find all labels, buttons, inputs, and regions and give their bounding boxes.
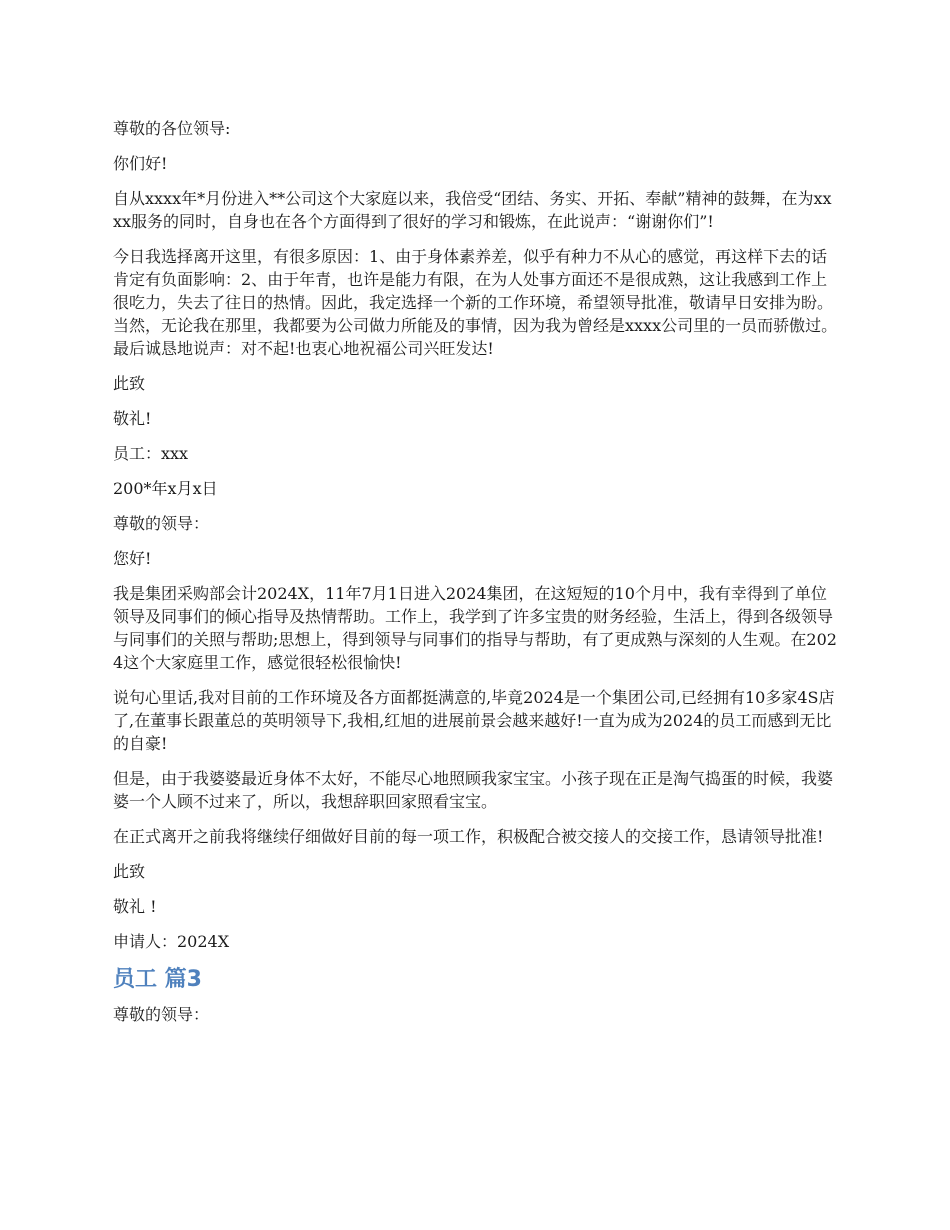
paragraph-closing-4: 敬礼 ! [113, 897, 157, 916]
paragraph-closing-3: 此致 [113, 862, 146, 881]
paragraph-closing-1: 此致 [113, 374, 146, 393]
paragraph-closing-2: 敬礼! [113, 409, 152, 428]
paragraph-body-5: 但是，由于我婆婆最近身体不太好，不能尽心地照顾我家宝宝。小孩子现在正是淘气捣蛋的时候，我婆婆一个人顾不过来了，所以，我想辞职回家照看宝宝。 [113, 769, 834, 811]
paragraph-greeting-1: 你们好! [113, 154, 168, 173]
paragraph-applicant: 申请人：2024X [113, 932, 230, 951]
paragraph-salutation-3: 尊敬的领导： [113, 1005, 210, 1024]
paragraph-body-4: 说句心里话,我对目前的工作环境及各方面都挺满意的,毕竟2024是一个集团公司,已经拥有10多家4S店了,在董事长跟董总的英明领导下,我相,红旭的进展前景会越来越好!一直为成为2024的员工而感到无比的自豪! [113, 688, 835, 753]
paragraph-body-1: 自从xxxx年*月份进入**公司这个大家庭以来，我倍受“团结、务实、开拓、奉献”精神的鼓舞，在为xxxx服务的同时，自身也在各个方面得到了很好的学习和锻炼，在此说声：“谢谢你们”! [113, 189, 832, 231]
paragraph-greeting-2: 您好! [113, 549, 152, 568]
paragraph-date: 200*年x月x日 [113, 479, 218, 498]
paragraph-salutation-2: 尊敬的领导： [113, 514, 210, 533]
paragraph-salutation-1: 尊敬的各位领导: [113, 119, 231, 138]
paragraph-body-2: 今日我选择离开这里，有很多原因：1、由于身体素养差，似乎有种力不从心的感觉，再这样下去的话肯定有负面影响：2、由于年青，也许是能力有限，在为人处事方面还不是很成熟，这让我感到工作上很吃力，失去了往日的热情。因此，我定选择一个新的工作环境，希望领导批准，敬请早日安排为盼。 当然，无论我在那里，我都要为公司做力所能及的事情，因为我为曾经是xxxx公司里的一员而骄傲过。最后诚恳地说声：对不起!也衷心地祝福公司兴旺发达! [113, 247, 838, 358]
paragraph-signature: 员工：xxx [113, 444, 189, 463]
paragraph-body-6: 在正式离开之前我将继续仔细做好目前的每一项工作，积极配合被交接人的交接工作，恳请领导批准! [113, 827, 824, 846]
paragraph-body-3: 我是集团采购部会计2024X，11年7月1日进入2024集团，在这短短的10个月中，我有幸得到了单位领导及同事们的倾心指导及热情帮助。工作上，我学到了许多宝贵的财务经验，生活上，得到各级领导与同事们的关照与帮助;思想上，得到领导与同事们的指导与帮助，有了更成熟与深刻的人生观。在2024这个大家庭里工作，感觉很轻松很愉快! [113, 584, 837, 672]
document-page [113, 117, 840, 1038]
section-heading: 员工 篇3 [113, 967, 202, 992]
